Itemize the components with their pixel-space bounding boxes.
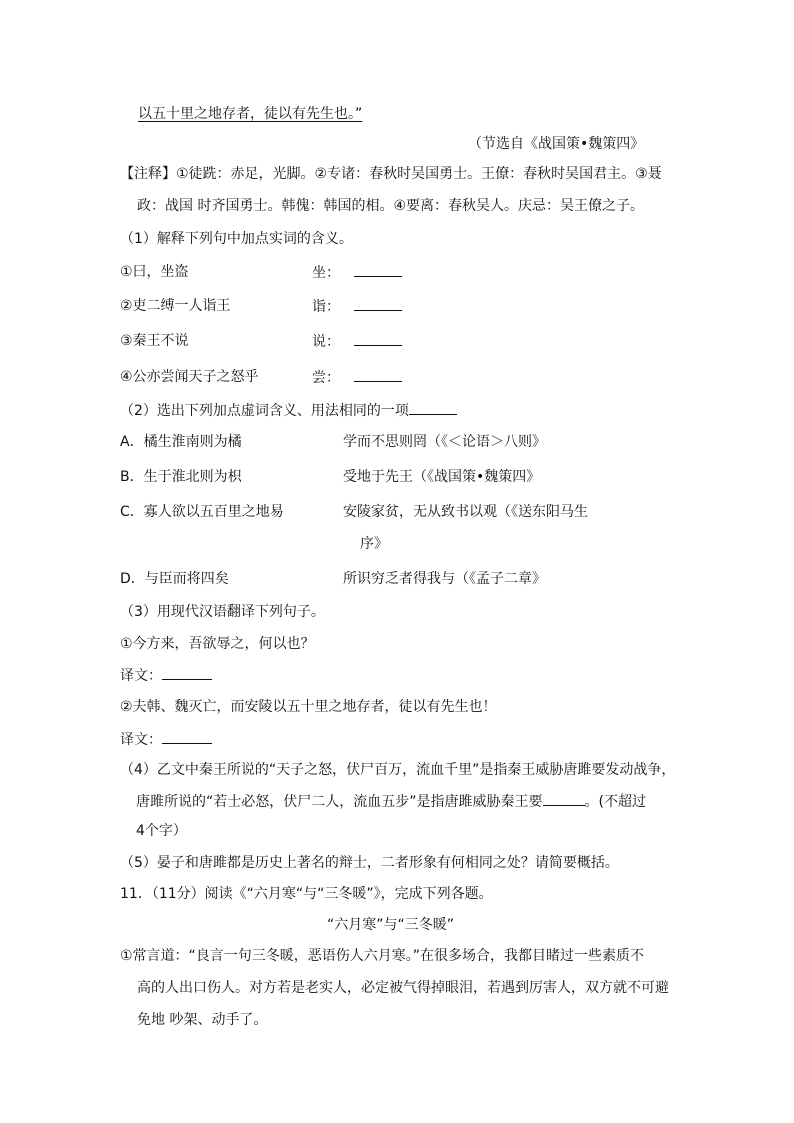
q1-item-word: 说： — [312, 331, 402, 352]
answer-blank[interactable] — [354, 367, 402, 382]
q3-title: （3）用现代汉语翻译下列句子。 — [120, 604, 325, 620]
q11-paragraph-line: 高的人出口伤人。对方若是老实人，必定被气得掉眼泪，若遇到厉害人，双方就不可避 — [137, 980, 669, 996]
source-citation: （节选自《战国策•魏策四》 — [468, 136, 645, 152]
q1-item-word: 坐： — [312, 262, 402, 283]
q2-option-c-right-cont: 序》 — [360, 536, 388, 552]
answer-blank[interactable] — [354, 262, 402, 277]
answer-blank[interactable] — [409, 400, 457, 415]
answer-blank[interactable] — [354, 331, 402, 346]
q2-option-c-left: C．寡人欲以五百里之地易 — [120, 504, 284, 520]
q1-item-sentence: ②吏二缚一人诣王 — [120, 298, 231, 314]
q1-item-sentence: ③秦王不说 — [120, 333, 189, 349]
q2-option-c-right: 安陵家贫，无从致书以观（《送东阳马生 — [343, 504, 588, 520]
notes-line-2: 政：战国 时齐国勇士。韩傀：韩国的相。④要离：春秋吴人。庆忌：吴王僚之子。 — [137, 198, 644, 214]
q11-paragraph-line: 免地 吵架、动手了。 — [137, 1012, 268, 1028]
q4-line-3: 4个字） — [136, 823, 187, 839]
q4-line-1: （4）乙文中秦王所说的“天子之怒，伏尸百万，流血千里”是指秦王威胁唐雎要发动战争， — [120, 762, 676, 778]
q11-paragraph-line: ①常言道：“良言一句三冬暖，恶语伤人六月寒。”在很多场合，我都目睹过一些素质不 — [120, 948, 645, 964]
answer-blank[interactable] — [354, 296, 402, 311]
q2-option-b-right: 受地于先王（《战国策•魏策四》 — [343, 469, 541, 485]
notes-line-1: 【注释】①徒跣：赤足，光脚。②专诸：春秋时吴国勇士。王僚：春秋时吴国君主。③聂 — [120, 166, 662, 182]
q2-option-d-left: D．与臣而将四矣 — [120, 571, 229, 587]
q3-sentence-2: ②夫韩、魏灭亡，而安陵以五十里之地存者，徒以有先生也！ — [120, 699, 497, 715]
q4-line-2: 唐雎所说的“若士必怒，伏尸二人，流血五步”是指唐雎威胁秦王要 。(不超过 — [136, 791, 646, 812]
passage-end: 以五十里之地存者，徒以有先生也。” — [138, 106, 363, 122]
answer-blank[interactable] — [543, 791, 585, 806]
q2-option-a-right: 学而不思则罔（《＜论语＞八则》 — [343, 434, 546, 450]
q1-item-sentence: ①曰，坐盗 — [120, 264, 189, 280]
q1-item-word: 诣： — [312, 296, 402, 317]
answer-blank[interactable] — [162, 729, 212, 744]
q2-option-b-left: B．生于淮北则为枳 — [120, 469, 242, 485]
q11-header: 11．（11分）阅读《“六月寒“与“三冬暖”》，完成下列各题。 — [120, 886, 493, 902]
q1-title: （1）解释下列句中加点实词的含义。 — [120, 231, 353, 247]
q5: （5）晏子和唐雎都是历史上著名的辩士，二者形象有何相同之处？请简要概括。 — [120, 855, 619, 871]
q1-item-word: 尝： — [312, 367, 402, 388]
q2-option-a-left: A．橘生淮南则为橘 — [120, 434, 242, 450]
q1-item-sentence: ④公亦尝闻天子之怒乎 — [120, 369, 259, 385]
q3-translation-1: 译文： — [120, 665, 212, 686]
q3-translation-2: 译文： — [120, 729, 212, 750]
q3-sentence-1: ①今方来，吾欲辱之，何以也？ — [120, 636, 315, 652]
q2-title: （2）选出下列加点虚词含义、用法相同的一项 — [120, 400, 457, 421]
q2-option-d-right: 所识穷乏者得我与（《孟子二章》 — [343, 571, 546, 587]
q11-article-title: “六月寒”与“三冬暖” — [327, 917, 455, 933]
answer-blank[interactable] — [162, 665, 212, 680]
